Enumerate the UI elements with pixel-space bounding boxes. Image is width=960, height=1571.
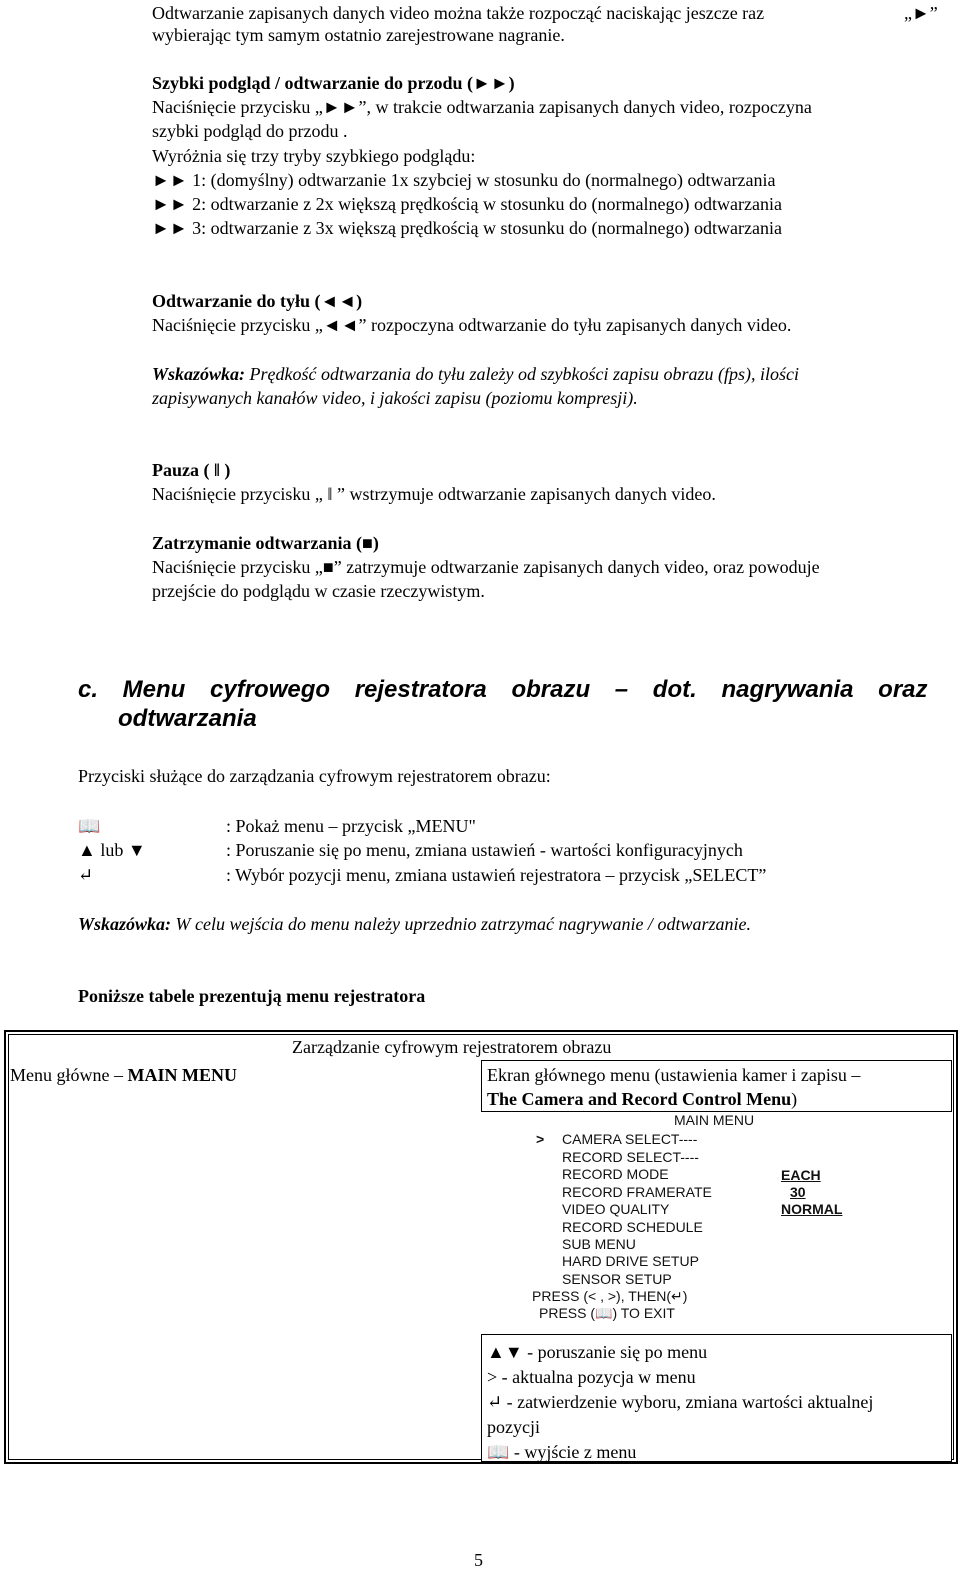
table-right-line-2: The Camera and Record Control Menu) xyxy=(487,1089,798,1109)
fast-forward-mode-2: ►► 2: odtwarzanie z 2x większą prędkością w stosunku do (normalnego) odtwarzania xyxy=(152,194,782,214)
legend-navigation: ▲▼ - poruszanie się po menu xyxy=(487,1342,708,1362)
buttons-intro: Przyciski służące do zarządzania cyfrowym rejestratorem obrazu: xyxy=(78,766,551,786)
legend-confirm: ↵ - zatwierdzenie wyboru, zmiana wartości aktualnej xyxy=(487,1392,874,1412)
fast-forward-line-1: Naciśnięcie przycisku „►►”, w trakcie odtwarzania zapisanych danych video, rozpoczyna xyxy=(152,97,812,117)
section-c-heading-line-2: odtwarzania xyxy=(118,705,257,732)
fast-forward-heading: Szybki podgląd / odtwarzanie do przodu (►►) xyxy=(152,73,515,93)
menu-item-record-framerate: RECORD FRAMERATE xyxy=(562,1184,712,1200)
pause-line-1: Naciśnięcie przycisku „ ǁ ” wstrzymuje odtwarzanie zapisanych danych video. xyxy=(152,484,716,504)
menu-item-sub-menu: SUB MENU xyxy=(562,1236,636,1252)
button-desc-select: : Wybór pozycji menu, zmiana ustawień rejestratora – przycisk „SELECT” xyxy=(226,865,767,885)
menu-book-icon: 📖 xyxy=(78,816,101,836)
enter-icon: ↵ xyxy=(78,865,94,885)
fast-forward-line-3: Wyróżnia się trzy tryby szybkiego podglądu: xyxy=(152,146,476,166)
hint-1-label: Wskazówka: xyxy=(152,364,246,384)
tables-intro: Poniższe tabele prezentują menu rejestratora xyxy=(78,986,426,1006)
table-right-line-1: Ekran głównego menu (ustawienia kamer i zapisu – xyxy=(487,1065,861,1085)
pause-heading: Pauza ( ǁ ) xyxy=(152,460,231,480)
hint-1-line-2: zapisywanych kanałów video, i jakości zapisu (poziomu kompresji). xyxy=(152,388,638,408)
menu-item-sensor-setup: SENSOR SETUP xyxy=(562,1271,672,1287)
menu-footer-line-2: PRESS (📖) TO EXIT xyxy=(539,1305,675,1321)
menu-item-camera-select: CAMERA SELECT---- xyxy=(562,1131,698,1147)
intro-play-button-ref: „►” xyxy=(904,3,938,23)
legend-current-position: > - aktualna pozycja w menu xyxy=(487,1367,696,1387)
stop-heading: Zatrzymanie odtwarzania (■) xyxy=(152,533,379,553)
menu-item-record-schedule: RECORD SCHEDULE xyxy=(562,1219,703,1235)
table-header: Zarządzanie cyfrowym rejestratorem obrazu xyxy=(292,1037,612,1057)
intro-line-1: Odtwarzanie zapisanych danych video można także rozpocząć naciskając jeszcze raz xyxy=(152,3,765,23)
hint-1-line-1: Wskazówka: Prędkość odtwarzania do tyłu zależy od szybkości zapisu obrazu (fps), ilości xyxy=(152,364,799,384)
menu-item-hard-drive-setup: HARD DRIVE SETUP xyxy=(562,1253,699,1269)
intro-line-2: wybierając tym samym ostatnio zarejestrowane nagranie. xyxy=(152,25,565,45)
menu-item-record-mode: RECORD MODE xyxy=(562,1166,669,1182)
section-c-heading-line-1: c. Menu cyfrowego rejestratora obrazu – dot. nagrywania oraz xyxy=(78,676,928,703)
up-down-arrows-icon: ▲ lub ▼ xyxy=(78,840,146,860)
hint-2: Wskazówka: W celu wejścia do menu należy uprzednio zatrzymać nagrywanie / odtwarzanie. xyxy=(78,914,751,934)
page-number: 5 xyxy=(474,1550,483,1570)
main-menu-screen xyxy=(530,1112,850,1330)
button-desc-menu: : Pokaż menu – przycisk „MENU" xyxy=(226,816,476,836)
legend-confirm-continued: pozycji xyxy=(487,1417,540,1437)
menu-value-record-mode: EACH xyxy=(781,1167,821,1183)
main-menu-title: MAIN MENU xyxy=(674,1112,755,1128)
fast-forward-mode-3: ►► 3: odtwarzanie z 3x większą prędkością w stosunku do (normalnego) odtwarzania xyxy=(152,218,782,238)
menu-cursor: > xyxy=(536,1131,545,1147)
menu-item-video-quality: VIDEO QUALITY xyxy=(562,1201,670,1217)
fast-forward-line-2: szybki podgląd do przodu . xyxy=(152,121,348,141)
menu-item-record-select: RECORD SELECT---- xyxy=(562,1149,699,1165)
button-desc-navigation: : Poruszanie się po menu, zmiana ustawień - wartości konfiguracyjnych xyxy=(226,840,743,860)
stop-line-2: przejście do podglądu w czasie rzeczywistym. xyxy=(152,581,485,601)
fast-forward-mode-1: ►► 1: (domyślny) odtwarzanie 1x szybciej w stosunku do (normalnego) odtwarzania xyxy=(152,170,776,190)
legend-exit: 📖 - wyjście z menu xyxy=(487,1442,637,1462)
hint-2-label: Wskazówka: xyxy=(78,914,172,934)
menu-value-video-quality: NORMAL xyxy=(781,1201,843,1217)
menu-footer-line-1: PRESS (< , >), THEN(↵) xyxy=(532,1288,688,1304)
rewind-line-1: Naciśnięcie przycisku „◄◄” rozpoczyna odtwarzanie do tyłu zapisanych danych video. xyxy=(152,315,792,335)
table-left-cell: Menu główne – MAIN MENU xyxy=(10,1065,237,1085)
stop-line-1: Naciśnięcie przycisku „■” zatrzymuje odtwarzanie zapisanych danych video, oraz powoduje xyxy=(152,557,820,577)
rewind-heading: Odtwarzanie do tyłu (◄◄) xyxy=(152,291,363,311)
menu-value-framerate: 30 xyxy=(790,1184,806,1200)
